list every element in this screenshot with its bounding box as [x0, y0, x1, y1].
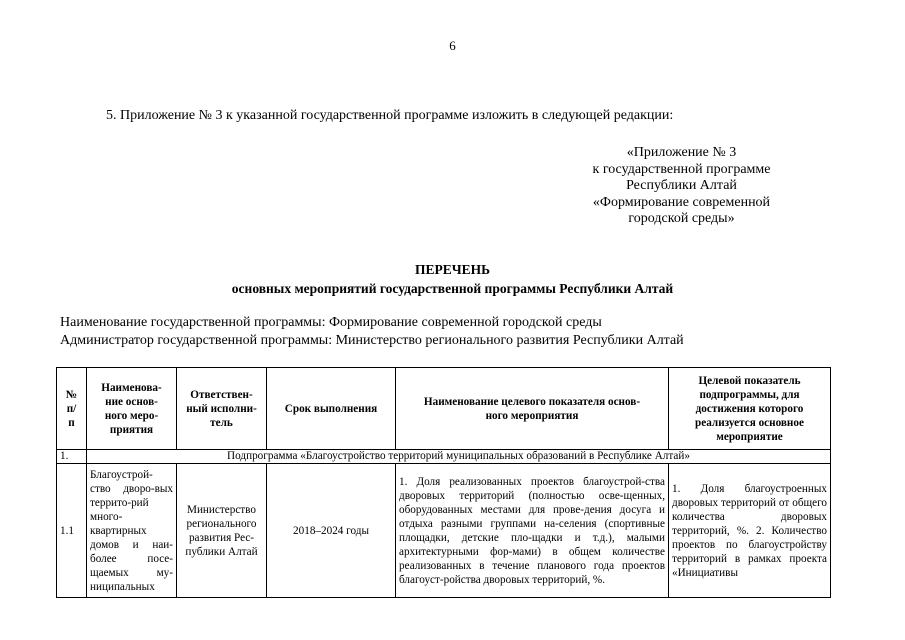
- header-indicator-line: Наименование целевого показателя основ-: [423, 395, 641, 408]
- header-subprogram-indicator-line: подпрограммы, для: [699, 388, 800, 401]
- page-number: 6: [449, 38, 456, 53]
- header-event-line: ного меро-: [104, 409, 159, 422]
- header-executor-line: Ответствен-: [190, 388, 253, 401]
- measures-table: [56, 367, 831, 598]
- intro-paragraph: 5. Приложение № 3 к указанной государственной программе изложить в следующей редакции:: [106, 108, 674, 123]
- row-executor-line: регионального: [186, 517, 257, 530]
- header-term-line: Срок выполнения: [284, 402, 378, 415]
- header-subprogram-indicator: [669, 368, 831, 450]
- document-title: ПЕРЕЧЕНЬ: [414, 262, 491, 277]
- row-term: 2018–2024 годы: [267, 464, 396, 598]
- appendix-line: Республики Алтай: [626, 178, 737, 193]
- header-executor: [177, 368, 267, 450]
- appendix-line: городской среды»: [628, 211, 735, 226]
- appendix-line: к государственной программе: [592, 161, 771, 177]
- subprogram-row: [57, 450, 831, 464]
- header-subprogram-indicator-line: достижения которого: [695, 402, 804, 415]
- subprogram-title: Подпрограмма «Благоустройство территорий муниципальных образований в Республике Алтай»: [87, 450, 831, 464]
- row-event: Благоустрой-ство дворо-вых террито-рий много-квартирных домов и наи-более посе-щаемых му-ниципальных: [87, 464, 177, 598]
- header-num: [57, 368, 87, 450]
- row-indicator: 1. Доля реализованных проектов благоустрой-ства дворовых территорий (полностью осве-щенных, оборудованных местами для прове-дения досуга и отдыха разными группами на-селения (спортивные площадки, детские пло-щадки и т.д.), малыми архитектурными фор-мами) в общем количестве реализованных в течение планового года проектов благоуст-ройства дворовых территорий, %.: [396, 464, 669, 598]
- appendix-line: «Приложение № 3: [626, 145, 737, 160]
- header-subprogram-indicator-line: реализуется основное: [695, 416, 804, 429]
- table-row: [57, 464, 831, 598]
- appendix-line: «Формирование современной: [592, 194, 771, 210]
- header-executor-line: ный исполни-: [186, 402, 257, 415]
- header-indicator: [396, 368, 669, 450]
- row-executor-line: развития Рес-: [188, 531, 255, 544]
- header-event-line: ние основ-: [105, 395, 158, 408]
- appendix-block: [575, 145, 788, 228]
- header-event-line: Наименова-: [101, 381, 162, 394]
- header-subprogram-indicator-line: мероприятие: [716, 430, 783, 443]
- row-executor-line: Министерство: [187, 503, 256, 516]
- header-term: [267, 368, 396, 450]
- subprogram-num: 1.: [57, 450, 87, 464]
- row-executor: [177, 464, 267, 598]
- header-num-line: п/: [66, 402, 77, 415]
- header-executor-line: тель: [210, 416, 233, 429]
- header-num-line: п: [68, 416, 75, 429]
- document-subtitle: основных мероприятий государственной программы Республики Алтай: [231, 281, 674, 296]
- program-name-line: Наименование государственной программы: Формирование современной городской среды: [60, 315, 602, 330]
- administrator-line: Администратор государственной программы: Министерство регионального развития Республики Алтай: [60, 333, 684, 348]
- header-event-line: приятия: [109, 423, 154, 436]
- table-header-row: [57, 368, 831, 450]
- header-subprogram-indicator-line: Целевой показатель: [698, 374, 801, 387]
- row-subprogram-indicator: 1. Доля благоустроенных дворовых территорий от общего количества дворовых территорий, %. 2. Количество проектов по благоустройству территорий в рамках проекта «Инициативы: [669, 464, 831, 598]
- header-num-line: №: [65, 388, 78, 401]
- row-executor-line: публики Алтай: [185, 545, 258, 558]
- header-indicator-line: ного мероприятия: [485, 409, 579, 422]
- row-num: 1.1: [57, 464, 87, 598]
- header-event: [87, 368, 177, 450]
